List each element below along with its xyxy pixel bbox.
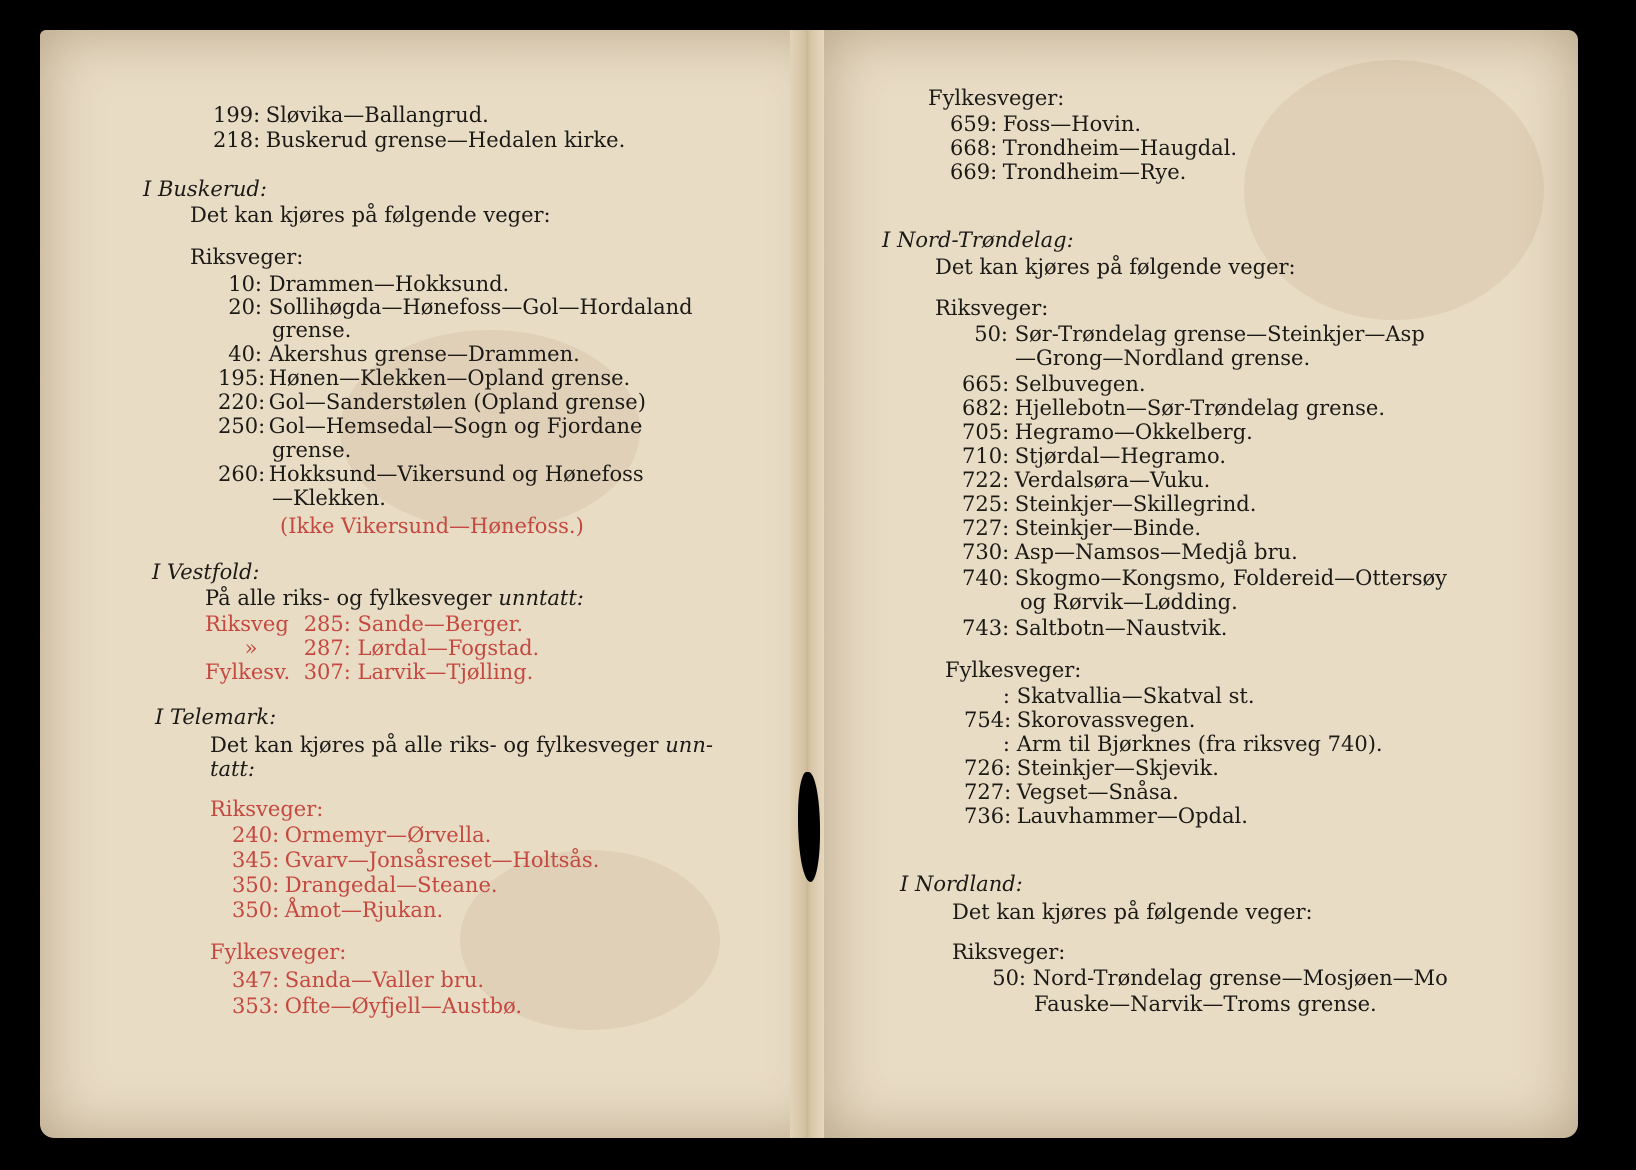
route-text: Selbuvegen. <box>1014 372 1146 396</box>
route-text: Hjellebotn—Sør-Trøndelag grense. <box>1014 396 1386 420</box>
route-number: 347: <box>232 968 280 992</box>
section-heading: I Nordland: <box>900 872 1023 896</box>
note-exception: (Ikke Vikersund—Hønefoss.) <box>280 514 584 538</box>
route-number: 710: <box>962 444 1010 468</box>
route-line <box>950 112 1141 136</box>
route-number: 669: <box>950 160 998 184</box>
route-number: 345: <box>232 848 280 872</box>
route-text: Skogmo—Kongsmo, Foldereid—Ottersøy <box>1014 566 1447 590</box>
section-heading: I Nord-Trøndelag: <box>882 228 1074 252</box>
route-text: Foss—Hovin. <box>1002 112 1142 136</box>
route-line <box>964 756 1219 780</box>
route-number: 727: <box>962 516 1010 540</box>
route-number: 285: <box>303 612 351 636</box>
route-text: Lauvhammer—Opdal. <box>1016 804 1248 828</box>
route-text: Ormemyr—Ørvella. <box>284 823 492 847</box>
route-text: Åmot—Rjukan. <box>284 898 444 922</box>
subheading: Fylkesveger: <box>210 940 347 964</box>
route-number: 682: <box>962 396 1010 420</box>
route-text: Trondheim—Rye. <box>1002 160 1187 184</box>
route-line <box>213 103 489 127</box>
route-text: Drammen—Hokksund. <box>268 272 510 296</box>
route-text: Verdalsøra—Vuku. <box>1014 468 1211 492</box>
route-line <box>218 342 580 366</box>
route-number: 725: <box>962 492 1010 516</box>
route-number: 659: <box>950 112 998 136</box>
route-text: Steinkjer—Binde. <box>1014 516 1202 540</box>
route-number: 218: <box>213 128 261 152</box>
route-text: Asp—Namsos—Medjå bru. <box>1014 540 1298 564</box>
route-text: Arm til Bjørknes (fra riksveg 740). <box>1016 732 1383 756</box>
subheading: Fylkesveger: <box>945 658 1082 682</box>
route-text: Steinkjer—Skillegrind. <box>1014 492 1257 516</box>
route-number: 307: <box>303 660 351 684</box>
route-continuation: Fauske—Narvik—Troms grense. <box>1034 992 1377 1016</box>
intro-text: På alle riks- og fylkesveger <box>205 586 499 610</box>
route-number: 287: <box>303 636 351 660</box>
route-text: Saltbotn—Naustvik. <box>1014 616 1228 640</box>
route-number: : <box>1002 684 1010 708</box>
route-line <box>964 780 1179 804</box>
route-line <box>962 322 1425 346</box>
route-number: 199: <box>213 103 261 127</box>
route-line <box>232 848 599 872</box>
route-number: 730: <box>962 540 1010 564</box>
route-text: Sollihøgda—Hønefoss—Gol—Hordaland <box>268 295 693 319</box>
section-intro: Det kan kjøres på følgende veger: <box>190 203 551 227</box>
route-line <box>218 366 630 390</box>
route-line <box>218 414 642 438</box>
route-text: Gol—Hemsedal—Sogn og Fjordane <box>268 414 643 438</box>
intro-emphasis: tatt: <box>210 757 255 781</box>
route-line <box>232 823 491 847</box>
route-line <box>232 898 443 922</box>
route-line <box>205 660 533 684</box>
route-number: 754: <box>964 708 1012 732</box>
route-line <box>980 966 1448 990</box>
route-number: 350: <box>232 898 280 922</box>
route-line <box>964 804 1248 828</box>
route-line <box>962 566 1447 590</box>
route-number: 668: <box>950 136 998 160</box>
route-number: 20: <box>228 295 262 319</box>
route-line <box>962 372 1146 396</box>
route-text: Gvarv—Jonsåsreset—Holtsås. <box>284 848 600 872</box>
intro-emphasis: unntatt: <box>498 586 584 610</box>
route-line <box>962 444 1226 468</box>
route-number: 260: <box>218 462 266 486</box>
route-line <box>962 540 1298 564</box>
route-number: 736: <box>964 804 1012 828</box>
route-text: Hønen—Klekken—Opland grense. <box>268 366 631 390</box>
route-line <box>213 128 625 152</box>
route-number: 726: <box>964 756 1012 780</box>
road-type-label: Fylkesv. <box>205 660 291 684</box>
route-line <box>964 732 1383 756</box>
route-number: 665: <box>962 372 1010 396</box>
route-line <box>962 420 1253 444</box>
route-line <box>232 968 484 992</box>
road-type-label: Riksveg <box>205 612 289 636</box>
route-text: Hokksund—Vikersund og Hønefoss <box>268 462 644 486</box>
route-continuation: —Klekken. <box>272 486 386 510</box>
route-line <box>950 136 1237 160</box>
route-text: Drangedal—Steane. <box>284 873 498 897</box>
route-text: Skorovassvegen. <box>1016 708 1196 732</box>
route-line <box>232 873 498 897</box>
route-text: Vegset—Snåsa. <box>1016 780 1179 804</box>
paper-stain <box>1244 60 1544 320</box>
route-text: Gol—Sanderstølen (Opland grense) <box>268 390 646 414</box>
route-text: Buskerud grense—Hedalen kirke. <box>265 128 626 152</box>
route-continuation: og Rørvik—Lødding. <box>1020 590 1238 614</box>
route-line <box>950 160 1186 184</box>
intro-emphasis: unn- <box>665 733 713 757</box>
section-heading: I Telemark: <box>155 705 277 729</box>
route-text: Sør-Trøndelag grense—Steinkjer—Asp <box>1014 322 1425 346</box>
route-line <box>218 295 693 319</box>
route-line <box>232 994 522 1018</box>
route-line <box>205 636 539 660</box>
subheading: Fylkesveger: <box>928 86 1065 110</box>
subheading: Riksveger: <box>935 296 1049 320</box>
route-text: Lørdal—Fogstad. <box>357 636 540 660</box>
route-number: 50: <box>974 322 1008 346</box>
route-line <box>962 396 1385 420</box>
route-text: Larvik—Tjølling. <box>357 660 534 684</box>
route-text: Sløvika—Ballangrud. <box>265 103 489 127</box>
route-number: 250: <box>218 414 266 438</box>
paper-tear <box>798 772 820 882</box>
route-text: Ofte—Øyfjell—Austbø. <box>284 994 523 1018</box>
section-intro: Det kan kjøres på følgende veger: <box>935 255 1296 279</box>
route-line <box>964 684 1255 708</box>
route-text: Hegramo—Okkelberg. <box>1014 420 1253 444</box>
route-text: Sande—Berger. <box>357 612 524 636</box>
route-number: 740: <box>962 566 1010 590</box>
route-line <box>218 272 509 296</box>
route-line <box>962 492 1256 516</box>
route-number: : <box>1002 732 1010 756</box>
route-text: Steinkjer—Skjevik. <box>1016 756 1219 780</box>
route-text: Akershus grense—Drammen. <box>268 342 580 366</box>
route-text: Trondheim—Haugdal. <box>1002 136 1238 160</box>
route-text: Stjørdal—Hegramo. <box>1014 444 1226 468</box>
subheading: Riksveger: <box>952 940 1066 964</box>
route-line <box>962 616 1227 640</box>
route-number: 50: <box>992 966 1026 990</box>
route-number: 40: <box>228 342 262 366</box>
section-heading: I Buskerud: <box>143 177 267 201</box>
route-continuation: —Grong—Nordland grense. <box>1015 346 1311 370</box>
route-continuation: grense. <box>272 318 352 342</box>
route-line <box>205 612 523 636</box>
subheading: Riksveger: <box>190 245 304 269</box>
route-line <box>962 516 1201 540</box>
subheading: Riksveger: <box>210 797 324 821</box>
section-heading: I Vestfold: <box>152 560 260 584</box>
route-text: Sanda—Valler bru. <box>284 968 485 992</box>
route-number: 727: <box>964 780 1012 804</box>
intro-text: Det kan kjøres på alle riks- og fylkesveger <box>210 733 666 757</box>
route-number: 10: <box>228 272 262 296</box>
route-number: 743: <box>962 616 1010 640</box>
section-intro: Det kan kjøres på følgende veger: <box>952 900 1313 924</box>
route-continuation: grense. <box>272 438 352 462</box>
page-fold <box>790 30 824 1138</box>
route-number: 195: <box>218 366 266 390</box>
section-intro <box>210 733 713 757</box>
route-text: Nord-Trøndelag grense—Mosjøen—Mo <box>1032 966 1448 990</box>
route-line <box>962 468 1210 492</box>
route-number: 353: <box>232 994 280 1018</box>
section-intro <box>205 586 584 610</box>
route-number: 350: <box>232 873 280 897</box>
route-number: 240: <box>232 823 280 847</box>
route-line <box>218 462 644 486</box>
route-number: 705: <box>962 420 1010 444</box>
route-text: Skatvallia—Skatval st. <box>1016 684 1255 708</box>
route-line <box>964 708 1195 732</box>
ditto-mark: » <box>244 636 258 660</box>
route-line <box>218 390 646 414</box>
route-number: 220: <box>218 390 266 414</box>
route-number: 722: <box>962 468 1010 492</box>
